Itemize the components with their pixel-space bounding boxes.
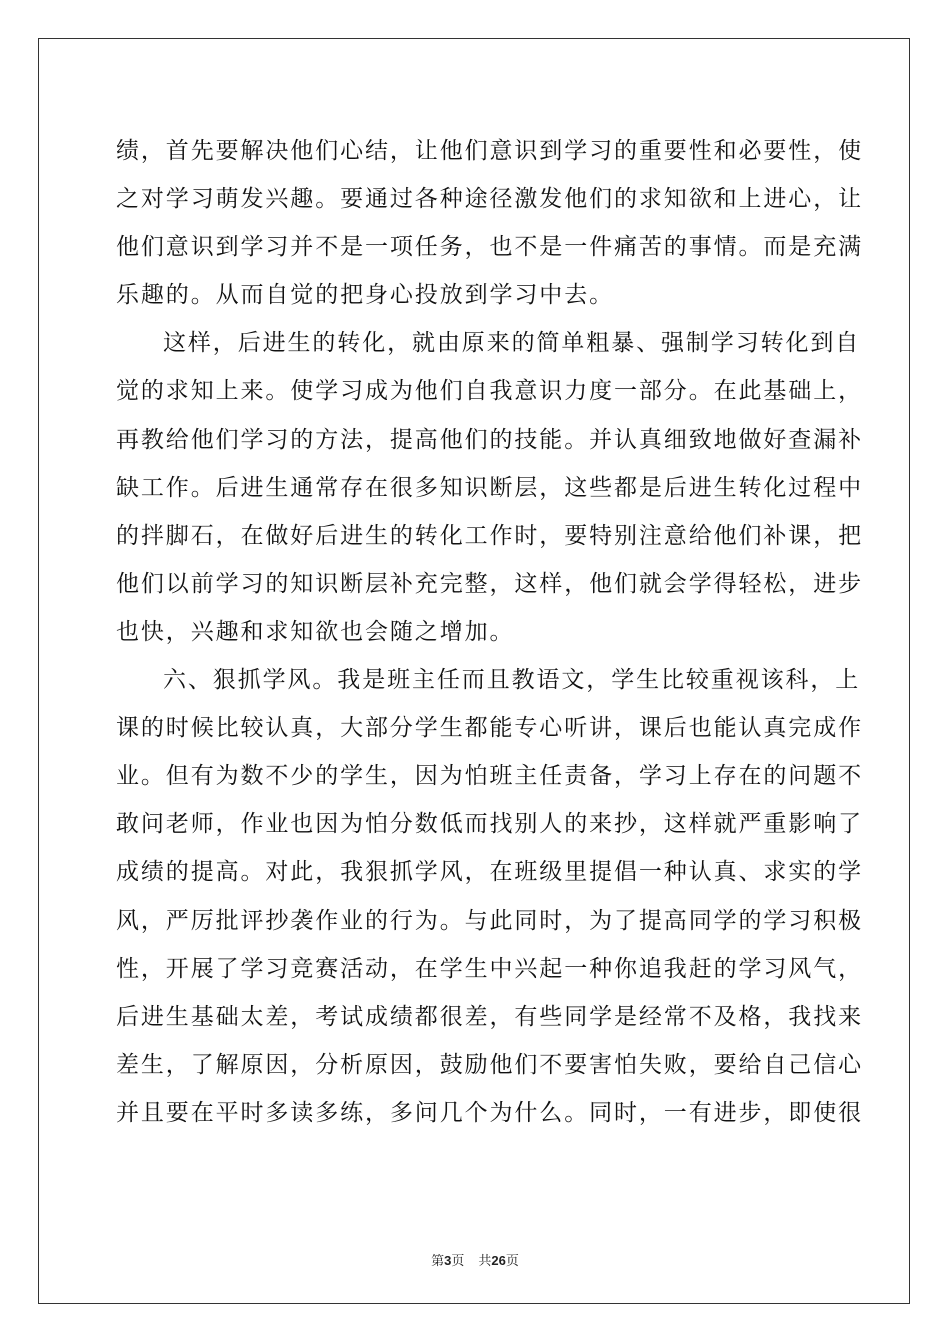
text-line: 的拌脚石，在做好后进生的转化工作时，要特别注意给他们补课，把 xyxy=(116,522,863,549)
total-prefix: 共 xyxy=(478,1253,492,1268)
text-line: 后进生基础太差，考试成绩都很差，有些同学是经常不及格，我找来 xyxy=(116,1003,863,1030)
page-total: 26 xyxy=(491,1253,506,1268)
paragraph-first-line: 六、狠抓学风。我是班主任而且教语文，学生比较重视该科，上 xyxy=(163,667,861,694)
page-suffix: 页 xyxy=(451,1253,465,1268)
text-line: 他们意识到学习并不是一项任务，也不是一件痛苦的事情。而是充满 xyxy=(116,234,863,261)
text-line: 风，严厉批评抄袭作业的行为。与此同时，为了提高同学的学习积极 xyxy=(116,907,863,934)
page-prefix: 第 xyxy=(431,1253,445,1268)
page-footer xyxy=(0,1250,950,1269)
text-line: 他们以前学习的知识断层补充完整，这样，他们就会学得轻松，进步 xyxy=(116,570,863,597)
text-line: 性，开展了学习竞赛活动，在学生中兴起一种你追我赶的学习风气， xyxy=(116,955,863,982)
text-line: 绩，首先要解决他们心结，让他们意识到学习的重要性和必要性，使 xyxy=(116,138,863,164)
document-body xyxy=(116,127,863,1137)
text-line: 差生，了解原因，分析原因，鼓励他们不要害怕失败，要给自己信心 xyxy=(116,1051,863,1078)
page-number: 3 xyxy=(444,1253,452,1268)
text-line: 业。但有为数不少的学生，因为怕班主任责备，学习上存在的问题不 xyxy=(116,763,863,790)
paragraph-first-line: 这样，后进生的转化，就由原来的简单粗暴、强制学习转化到自 xyxy=(163,330,861,357)
text-line: 缺工作。后进生通常存在很多知识断层，这些都是后进生转化过程中 xyxy=(116,474,863,501)
text-line: 之对学习萌发兴趣。要通过各种途径激发他们的求知欲和上进心，让 xyxy=(116,186,863,213)
text-line: 课的时候比较认真，大部分学生都能专心听讲，课后也能认真完成作 xyxy=(116,715,863,742)
text-line: 并且要在平时多读多练，多问几个为什么。同时，一有进步，即使很 xyxy=(116,1099,863,1126)
text-line: 也快，兴趣和求知欲也会随之增加。 xyxy=(116,618,515,645)
text-line: 敢问老师，作业也因为怕分数低而找别人的来抄，这样就严重影响了 xyxy=(116,811,863,838)
text-line: 成绩的提高。对此，我狠抓学风，在班级里提倡一种认真、求实的学 xyxy=(116,859,863,886)
text-line: 乐趣的。从而自觉的把身心投放到学习中去。 xyxy=(116,282,614,309)
total-suffix: 页 xyxy=(505,1253,519,1268)
text-line: 觉的求知上来。使学习成为他们自我意识力度一部分。在此基础上， xyxy=(116,378,863,405)
text-line: 再教给他们学习的方法，提高他们的技能。并认真细致地做好查漏补 xyxy=(116,426,863,453)
